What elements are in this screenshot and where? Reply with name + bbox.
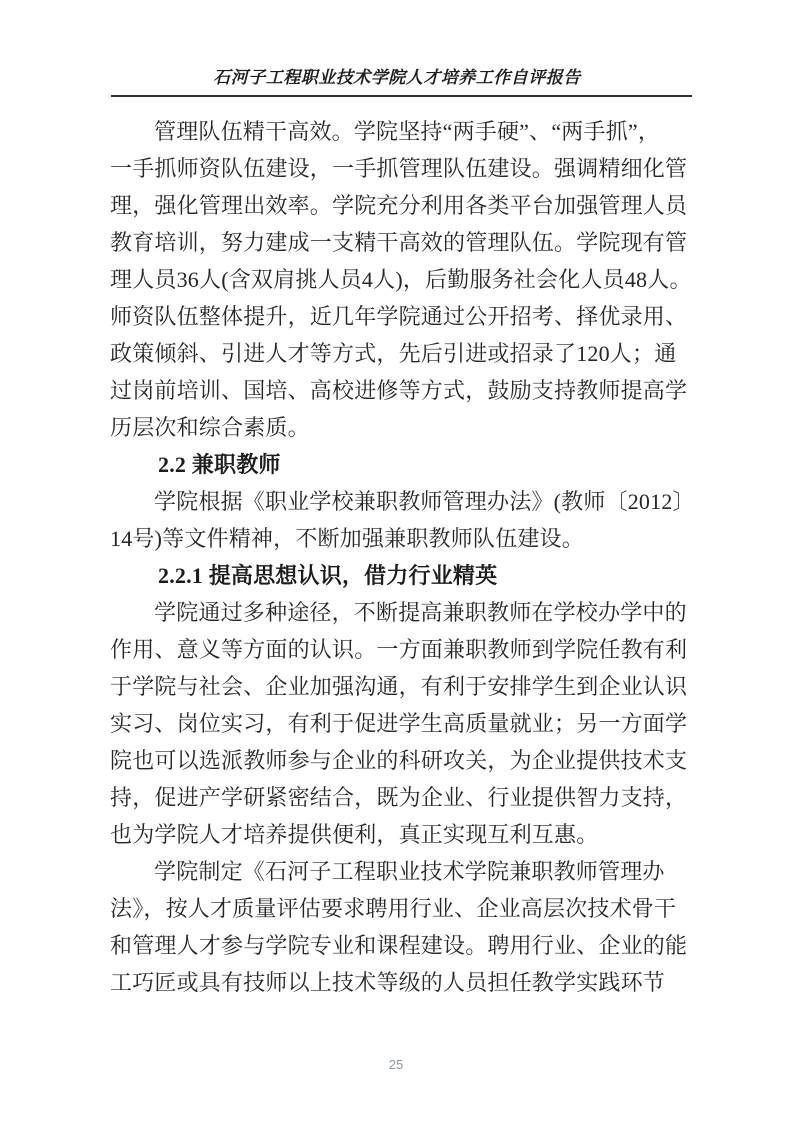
section-heading-2-2-1: 2.2.1 提高思想认识，借力行业精英 [158,563,498,588]
paragraph-line: 院也可以选派教师参与企业的科研攻关，为企业提供技术支 [110,748,688,773]
paragraph-line: 师资队伍整体提升，近几年学院通过公开招考、择优录用、 [110,304,688,329]
paragraph-line: 过岗前培训、国培、高校进修等方式，鼓励支持教师提高学 [110,378,688,403]
paragraph-line: 学院制定《石河子工程职业技术学院兼职教师管理办 [154,859,665,884]
section-heading-2-2: 2.2 兼职教师 [158,452,281,477]
paragraph-line: 法》，按人才质量评估要求聘用行业、企业高层次技术骨干 [110,896,677,921]
paragraph-line: 一手抓师资队伍建设，一手抓管理队伍建设。强调精细化管 [110,156,688,181]
paragraph-line: 工巧匠或具有技师以上技术等级的人员担任教学实践环节 [110,970,666,995]
paragraph-line: 学院通过多种途径，不断提高兼职教师在学校办学中的 [154,600,687,625]
paragraph-line: 14号)等文件精神，不断加强兼职教师队伍建设。 [110,526,584,551]
paragraph-line: 于学院与社会、企业加强沟通，有利于安排学生到企业认识 [110,674,688,699]
paragraph-line: 和管理人才参与学院专业和课程建设。聘用行业、企业的能 [110,933,688,958]
paragraph-line: 教育培训，努力建成一支精干高效的管理队伍。学院现有管 [110,230,688,255]
page-header-title: 石河子工程职业技术学院人才培养工作自评报告 [213,68,581,87]
paragraph-line: 学院根据《职业学校兼职教师管理办法》(教师〔2012〕 [154,489,695,514]
paragraph-line: 实习、岗位实习，有利于促进学生高质量就业；另一方面学 [110,711,688,736]
paragraph-line: 也为学院人才培养提供便利，真正实现互利互惠。 [110,822,599,847]
page-number: 25 [388,1057,404,1072]
paragraph-line: 历层次和综合素质。 [110,415,310,440]
document-body [110,113,695,1001]
paragraph-line: 作用、意义等方面的认识。一方面兼职教师到学院任教有利 [110,637,688,662]
paragraph-line: 管理队伍精干高效。学院坚持“两手硬”、“两手抓”， [154,119,661,144]
page-footer [0,1056,792,1074]
paragraph-line: 理人员36人(含双肩挑人员4人)，后勤服务社会化人员48人。 [110,267,692,292]
header-divider-rule [111,95,692,97]
paragraph-line: 政策倾斜、引进人才等方式，先后引进或招录了120人；通 [110,341,677,366]
paragraph-line: 理，强化管理出效率。学院充分利用各类平台加强管理人员 [110,193,688,218]
paragraph-line: 持，促进产学研紧密结合，既为企业、行业提供智力支持， [110,785,688,810]
